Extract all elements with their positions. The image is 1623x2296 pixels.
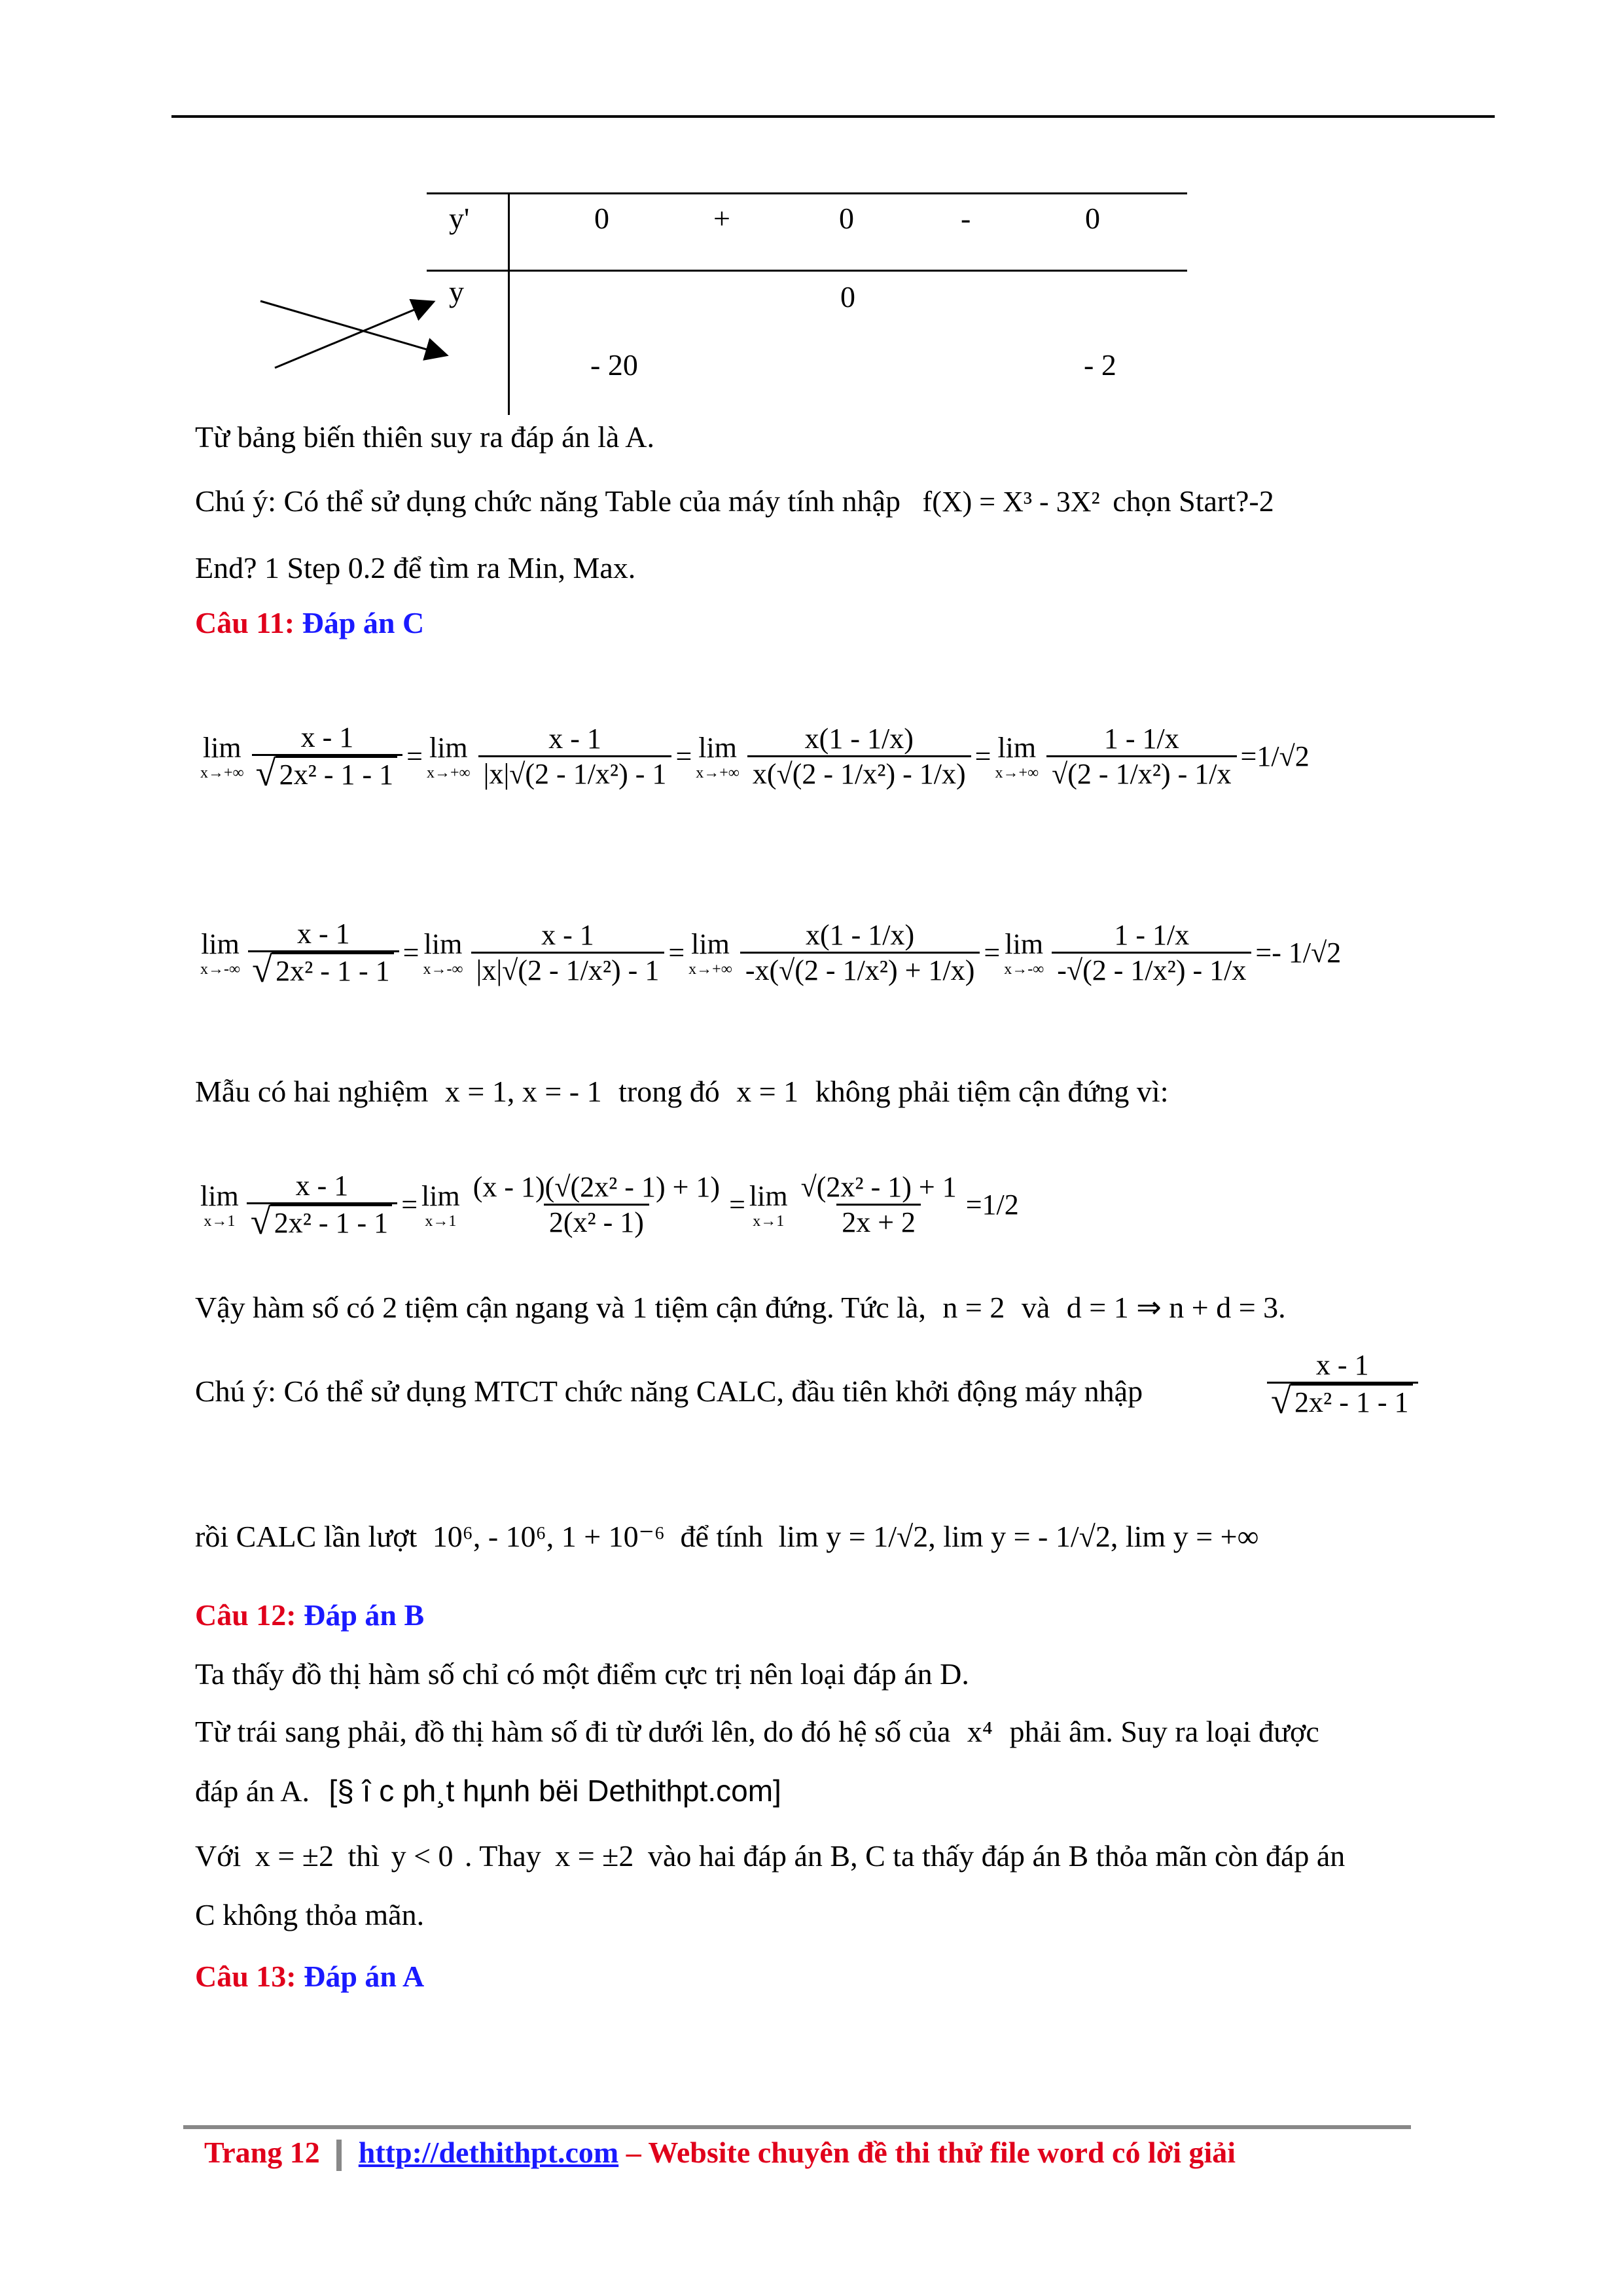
lim-operator: lim x→+∞ bbox=[426, 731, 471, 781]
answer-label: Đáp án A bbox=[304, 1960, 425, 1993]
lim-operator: lim x→1 bbox=[421, 1179, 460, 1230]
paragraph: Với x = ±2 thì y < 0 . Thay x = ±2 vào hai đáp án B, C ta thấy đáp án B thỏa mãn còn đáp án bbox=[195, 1839, 1346, 1873]
question-heading bbox=[195, 1958, 424, 1995]
question-label: Câu 11: bbox=[195, 606, 295, 639]
table-cell: - bbox=[961, 202, 971, 235]
fraction: x - 1 √ 2x² - 1 - 1 bbox=[252, 721, 403, 791]
equation-limit-x-to-1: lim x→1 x - 1 √ 2x² - 1 - 1 = lim x→1 $\frac{\text{(x - 1)(√(2x² - 1) + 1)}}{\text{2(x² - 1)}}$ = lim x→1 $\frac{\text{√(2x² - 1) + 1}}{2x + 2}$ = 1/2 bbox=[196, 1139, 1019, 1270]
result: 1/2 bbox=[982, 1188, 1019, 1221]
answer-label: Đáp án B bbox=[304, 1598, 425, 1632]
table-cell: 0 bbox=[1085, 202, 1100, 235]
fraction: $\frac{x(1 - 1/x)}{\text{-x(√(2 - 1/x²) + 1/x)}}$ bbox=[740, 918, 980, 987]
formula: f(X) = X³ - 3X² bbox=[922, 486, 1100, 518]
paragraph: Ta thấy đồ thị hàm số chỉ có một điểm cực trị nên loại đáp án D. bbox=[195, 1657, 969, 1691]
question-label: Câu 12: bbox=[195, 1598, 296, 1632]
fraction: $\frac{x - 1}{\text{|x|√(2 - 1/x²) - 1}}$ bbox=[478, 722, 672, 791]
footer-link[interactable]: http://dethithpt.com bbox=[358, 2136, 619, 2169]
lim-operator: lim x→1 bbox=[200, 1179, 239, 1230]
table-cell: - 2 bbox=[1084, 348, 1116, 382]
paragraph: đáp án A. [§ î c ph¸t hµnh bëi Dethithpt.com] bbox=[195, 1774, 781, 1808]
result: 1/√2 bbox=[1257, 740, 1310, 772]
variation-arrows bbox=[249, 281, 458, 399]
equation-limit-plus-inf: lim x→+∞ x - 1 √ 2x² - 1 - 1 = lim x→+∞ $\frac{x - 1}{\text{|x|√(2 - 1/x²) - 1}}$ = lim x→+∞ $\frac{x(1 - 1/x)}{\text{x(√(2 - 1/x²) - 1/x)}}$ = lim x→+∞ $\frac{1 - 1/x}{\text{√(2 - 1/x²) - 1/x}}$ = 1/√2 bbox=[196, 668, 1310, 844]
lim-operator: lim x→-∞ bbox=[423, 927, 463, 978]
table-cell: - 20 bbox=[590, 348, 638, 382]
watermark-text: [§ î c ph¸t hµnh bëi Dethithpt.com] bbox=[329, 1774, 781, 1808]
header-rule bbox=[171, 115, 1495, 118]
paragraph: Mẫu có hai nghiệm x = 1, x = - 1 trong đó x = 1 không phải tiệm cận đứng vì: bbox=[195, 1075, 1169, 1108]
lim-operator: lim x→-∞ bbox=[1004, 927, 1044, 978]
table-cell: + bbox=[713, 202, 730, 235]
fraction: $\frac{x - 1}{\text{|x|√(2 - 1/x²) - 1}}$ bbox=[471, 918, 665, 987]
footer bbox=[204, 2135, 1236, 2171]
paragraph: C không thỏa mãn. bbox=[195, 1898, 425, 1931]
table-cell: 0 bbox=[840, 280, 855, 314]
fraction: x - 1 √ 2x² - 1 - 1 bbox=[248, 917, 399, 988]
question-heading bbox=[195, 1597, 424, 1634]
result: - 1/√2 bbox=[1272, 936, 1342, 969]
fraction: $\frac{x(1 - 1/x)}{\text{x(√(2 - 1/x²) - 1/x)}}$ bbox=[747, 722, 971, 791]
equation-limit-minus-inf: lim x→-∞ x - 1 √ 2x² - 1 - 1 = lim x→-∞ $\frac{x - 1}{\text{|x|√(2 - 1/x²) - 1}}$ = lim x→+∞ $\frac{x(1 - 1/x)}{\text{-x(√(2 - 1/x²) + 1/x)}}$ = lim x→-∞ $\frac{1 - 1/x}{\text{-√(2 - 1/x²) - 1/x}}$ = - 1/√2 bbox=[196, 864, 1341, 1041]
footer-rule bbox=[183, 2125, 1411, 2129]
fraction: $\frac{\text{(x - 1)(√(2x² - 1) + 1)}}{\text{2(x² - 1)}}$ bbox=[473, 1170, 721, 1238]
table-cell: 0 bbox=[839, 202, 854, 235]
paragraph: Từ bảng biến thiên suy ra đáp án là A. bbox=[195, 420, 654, 454]
lim-operator: lim x→1 bbox=[749, 1179, 788, 1230]
calc-fraction: x - 1 √ 2x² - 1 - 1 bbox=[1263, 1348, 1422, 1419]
paragraph: Vậy hàm số có 2 tiệm cận ngang và 1 tiệm cận đứng. Tức là, n = 2 và d = 1 ⇒ n + d = 3. bbox=[195, 1291, 1286, 1324]
table-yprime-label: y' bbox=[449, 202, 470, 235]
lim-operator: lim x→-∞ bbox=[200, 927, 241, 978]
paragraph-text: chọn Start?-2 bbox=[1113, 484, 1274, 518]
paragraph bbox=[195, 483, 1274, 520]
paragraph: Chú ý: Có thể sử dụng MTCT chức năng CALC, đầu tiên khởi động máy nhập bbox=[195, 1374, 1143, 1408]
footer-separator bbox=[336, 2140, 342, 2171]
fraction: $\frac{\text{√(2x² - 1) + 1}}{2x + 2}$ bbox=[800, 1170, 957, 1238]
fraction: $\frac{1 - 1/x}{\text{-√(2 - 1/x²) - 1/x}}$ bbox=[1052, 918, 1251, 987]
fraction: x - 1 √ 2x² - 1 - 1 bbox=[247, 1169, 398, 1240]
answer-label: Đáp án C bbox=[302, 606, 425, 639]
lim-operator: lim x→+∞ bbox=[995, 731, 1039, 781]
paragraph: rồi CALC lần lượt 10⁶, - 10⁶, 1 + 10⁻⁶ để tính lim y = 1/√2, lim y = - 1/√2, lim y = +∞ bbox=[195, 1520, 1259, 1553]
footer-tagline: – Website chuyên đề thi thử file word có lời giải bbox=[626, 2136, 1236, 2169]
paragraph: End? 1 Step 0.2 để tìm ra Min, Max. bbox=[195, 551, 636, 584]
paragraph-text: Chú ý: Có thể sử dụng chức năng Table của máy tính nhập bbox=[195, 484, 901, 518]
fraction: $\frac{1 - 1/x}{\text{√(2 - 1/x²) - 1/x}}$ bbox=[1046, 722, 1236, 791]
table-y-label: y bbox=[449, 275, 464, 308]
question-heading bbox=[195, 605, 424, 641]
table-cell: 0 bbox=[594, 202, 609, 235]
page-number: Trang 12 bbox=[204, 2136, 320, 2169]
lim-operator: lim x→+∞ bbox=[696, 731, 740, 781]
lim-operator: lim x→+∞ bbox=[200, 731, 244, 781]
question-label: Câu 13: bbox=[195, 1960, 296, 1993]
paragraph: Từ trái sang phải, đồ thị hàm số đi từ dưới lên, do đó hệ số của x⁴ phải âm. Suy ra loại được bbox=[195, 1715, 1319, 1748]
lim-operator: lim x→+∞ bbox=[688, 927, 732, 978]
